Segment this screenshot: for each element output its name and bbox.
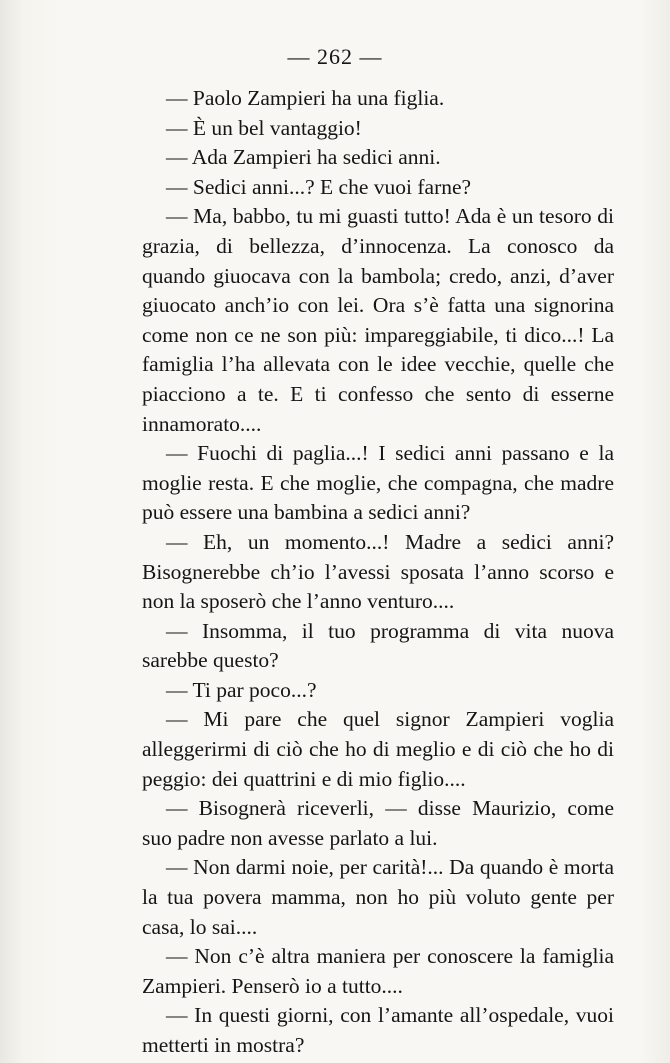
- page-number: — 262 —: [287, 44, 383, 69]
- paragraph: — Bisognerà riceverli, — disse Maurizio, come suo padre non avesse parlato a lui.: [142, 796, 614, 850]
- paragraph: — Non darmi noie, per carità!... Da quando è morta la tua povera mamma, non ho più voluto gente per casa, lo sai....: [142, 855, 614, 939]
- paragraph: — Sedici anni...? E che vuoi farne?: [166, 174, 472, 199]
- paragraph: — È un bel vantaggio!: [166, 115, 362, 140]
- paragraph: — Insomma, il tuo programma di vita nuova sarebbe questo?: [142, 618, 614, 673]
- paragraph: — Ma, babbo, tu mi guasti tutto! Ada è un tesoro di grazia, di bellezza, d’innocenza. La conosco da quando giuocava con la bambola; credo, anzi, d’aver giuocato anch’io con lei. Ora s’è fatta una signorina come non ce ne son più: impareggiabile, ti dico...! La famiglia l’ha allevata con le idee vecchie, quelle che piacciono a te. E ti confesso che sento di esserne innamorato....: [142, 204, 614, 436]
- page-text: [142, 84, 614, 1061]
- paragraph: — Paolo Zampieri ha una figlia.: [166, 86, 445, 110]
- paragraph: — Fuochi di paglia...! I sedici anni passano e la moglie resta. E che moglie, che compagna, che madre può essere una bambina a sedici anni?: [142, 441, 614, 525]
- paragraph: — Ti par poco...?: [166, 677, 317, 702]
- paragraph: — In questi giorni, con l’amante all’ospedale, vuoi metterti in mostra?: [142, 1003, 614, 1057]
- paragraph: — Eh, un momento...! Madre a sedici anni? Bisognerebbe ch’io l’avessi sposata l’anno scorso e non la sposerò che l’anno venturo....: [142, 529, 614, 614]
- paragraph: — Non c’è altra maniera per conoscere la famiglia Zampieri. Penserò io a tutto....: [142, 944, 614, 998]
- paragraph: — Ada Zampieri ha sedici anni.: [166, 145, 441, 170]
- paragraph: — Mi pare che quel signor Zampieri voglia alleggerirmi di ciò che ho di meglio e di ciò che ho di peggio: dei quattrini e di mio figlio....: [142, 707, 614, 791]
